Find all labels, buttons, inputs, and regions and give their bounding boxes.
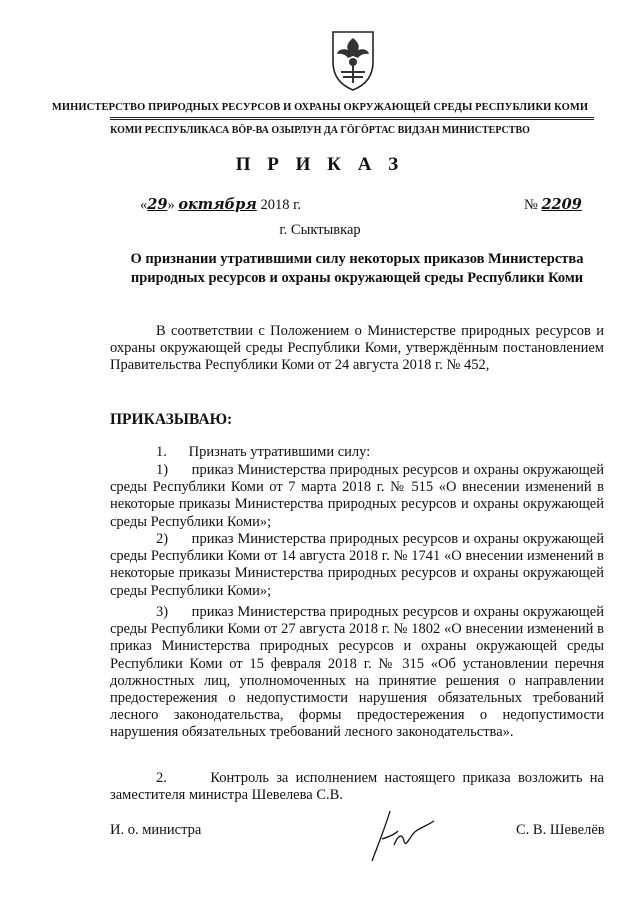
header-divider-thin — [110, 119, 594, 120]
date-month: октября — [178, 196, 257, 213]
signatory-position: И. о. министра — [110, 822, 202, 838]
komi-republic-coat-of-arms-icon — [328, 28, 378, 92]
signatory-name: С. В. Шевелёв — [516, 822, 605, 838]
preamble-paragraph: В соответствии с Положением о Министерстве природных ресурсов и охраны окружающей среды Республики Коми, утверждённым постановлением Правительства Республики Коми от 24 августа 2018 г. № 452, — [110, 323, 604, 374]
item-2: 2. Контроль за исполнением настоящего приказа возложить на заместителя министра Шевелева С.В. — [110, 770, 604, 804]
order-word: ПРИКАЗЫВАЮ: — [110, 411, 233, 428]
sub-item-3: 3) приказ Министерства природных ресурсов и охраны окружающей среды Республики Коми от 27 августа 2018 г. № 1802 «О внесении изменений в приказ Министерства природных ресурсов и охраны окружающей среды Республики Коми от 15 февраля 2018 г. № 315 «Об установлении перечня должностных лиц, уполномоченных на принятие решения о направлении предостережения о недопустимости нарушения обязательных требований лесного законодательства, формы предостережения о недопустимости нарушения обязательных требований лесного законодательства». — [110, 604, 604, 741]
item-1: 1. Признать утратившими силу: — [156, 444, 371, 460]
sub-item-2: 2) приказ Министерства природных ресурсов и охраны окружающей среды Республики Коми от 14 августа 2018 г. № 1741 «О внесении изменений в некоторые приказы Министерства природных ресурсов и охраны окружающей среды Республики Коми»; — [110, 531, 604, 599]
ministry-name-russian: МИНИСТЕРСТВО ПРИРОДНЫХ РЕСУРСОВ И ОХРАНЫ ОКРУЖАЮЩЕЙ СРЕДЫ РЕСПУБЛИКИ КОМИ — [51, 102, 589, 113]
document-title: П Р И К А З — [235, 154, 405, 175]
sub-item-1: 1) приказ Министерства природных ресурсов и охраны окружающей среды Республики Коми от 7 марта 2018 г. № 515 «О внесении изменений в некоторые приказы Министерства природных ресурсов и охраны окружающей среды Республики Коми»; — [110, 462, 604, 530]
ministry-name-komi: КОМИ РЕСПУБЛИКАСА ВӦР-ВА ОЗЫРЛУН ДА ГӦГӦРТАС ВИДЗАН МИНИСТЕРСТВО — [110, 125, 530, 136]
handwritten-signature — [368, 805, 438, 865]
header-divider — [110, 117, 594, 118]
document-date: «29» октября 2018 г. — [140, 196, 302, 213]
document-city: г. Сыктывкар — [279, 222, 361, 238]
document-number-value: 2209 — [541, 196, 582, 213]
date-day: 29 — [147, 196, 168, 213]
document-number: № 2209 — [524, 196, 582, 213]
document-subject: О признании утратившими силу некоторых приказов Министерства природных ресурсов и охраны окружающей среды Республики Коми — [130, 251, 584, 286]
